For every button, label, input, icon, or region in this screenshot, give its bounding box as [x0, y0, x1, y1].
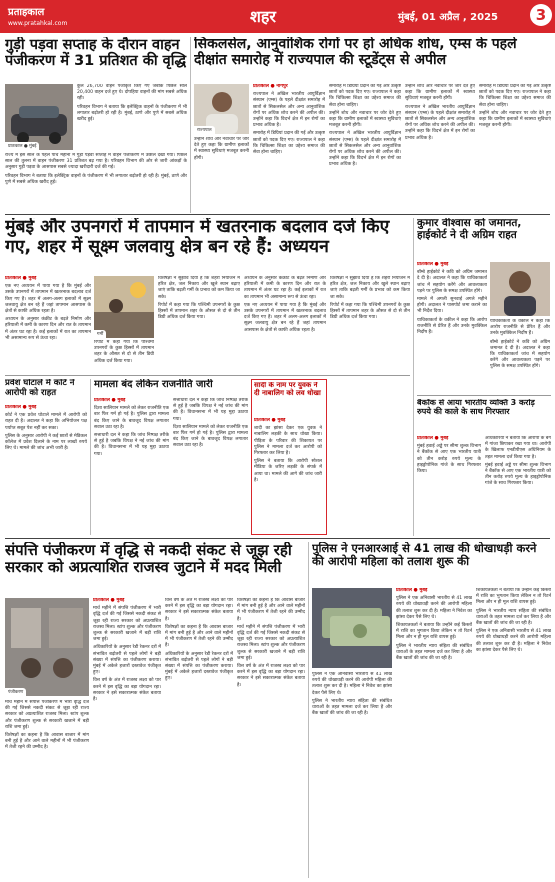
story7-headline-box — [94, 379, 248, 395]
story11-body-col3 — [165, 598, 233, 876]
story8-para: शादी का झांसा देकर एक युवक ने नाबालिग लड़की के साथ धोखा किया। पीड़िता के परिवार की शिकायत पर पुलिस ने मामला दर्ज कर आरोपी को गिरफ्तार कर लिया है। — [254, 426, 322, 457]
story11-body-col1 — [5, 700, 89, 876]
story10-headline-box — [417, 399, 551, 433]
page-number: 3 — [530, 4, 552, 26]
story1-para: कुल 26,700 वाहन पंजीकृत किए गए जबकि पिछले साल 20,400 वाहन दर्ज हुए थे। दोपहिया वाहनों की मांग सबसे अधिक रही। — [77, 84, 187, 102]
story10-body-col2 — [485, 436, 551, 534]
story6-body — [5, 405, 87, 533]
story2-para: समारोह में डिग्रियां प्रदान की गईं और उत्कृष्ट छात्रों को पदक दिए गए। राज्यपाल ने कहा कि चिकित्सा शिक्षा का उद्देश्य समाज की सेवा होना चाहिए। — [479, 84, 551, 108]
story11-headline-box — [5, 542, 305, 594]
story12-byline: प्रातःकाल ● मुंबई — [396, 588, 428, 593]
story6-headline-box — [5, 379, 87, 403]
story3-para: अध्ययन के अनुसार कंक्रीट के बढ़ते निर्माण और हरियाली में कमी के कारण दिन और रात के तापमान में अंतर घट रहा है। कई इलाकों में रात का तापमान भी असामान्य रूप से ऊंचा रहा। — [5, 317, 91, 341]
story5-headline-box — [417, 218, 551, 258]
story10-para: अधिकारियों ने बताया कि आरोपी के बैग में गांजा छिपाकर रखा गया था। आरोपी के खिलाफ एनडीपीएस अधिनियम के तहत मामला दर्ज किया गया है। — [485, 436, 551, 460]
story1-headline: गुड़ी पड़वा सप्ताह के दौरान वाहन पंजीकरण में 31 प्रतिशत की वृद्धि — [5, 37, 187, 70]
story1-para: राज्य में इस साल के पहले पांच महीनों में गुड़ी पड़वा सप्ताह में वाहन पंजीकरण में उछाल देखा गया। पिछले साल की तुलना में वाहन पंजीकरण 31 प्रतिशत बढ़ गया है। परिवहन विभाग की ओर से जारी आंकड़ों के अनुसार गुड़ी पड़वा के आसपास सबसे ज्यादा खरीदारी दर्ज की गई। — [5, 153, 187, 171]
story10-body-col1 — [417, 436, 481, 534]
story2-caption: राज्यपाल — [194, 126, 215, 134]
story11-para: मार्च महीने में संपत्ति पंजीकरण में भारी वृद्धि दर्ज की गई जिससे नकदी संकट से जूझ रही राज्य सरकार को अप्रत्याशित राजस्व मिला। स्टांप शुल्क और पंजीकरण शुल्क से सरकारी खजाने में बड़ी राशि जमा हुई। — [5, 700, 89, 730]
story5-para: याचिकाकर्ता के वकील ने कहा कि आरोप राजनीति से प्रेरित हैं और उनके मुवक्किल निर्दोष हैं। — [417, 317, 487, 336]
story3-headline-box — [5, 218, 410, 270]
story3-para: रिपोर्ट में कहा गया कि पश्चिमी उपनगरों के कुछ हिस्सों में तापमान शहर के औसत से दो से तीन डिग्री अधिक दर्ज किया गया। — [158, 302, 240, 321]
story2-body-col1 — [194, 137, 249, 211]
story1-photo — [5, 84, 73, 150]
story11-para: मार्च महीने में संपत्ति पंजीकरण में भारी वृद्धि दर्ज की गई जिससे नकदी संकट से जूझ रही राज्य सरकार को अप्रत्याशित राजस्व मिला। स्टांप शुल्क और पंजीकरण शुल्क से सरकारी खजाने में बड़ी राशि जमा हुई। — [237, 624, 305, 661]
story2-photo — [194, 84, 249, 134]
story7-para: सत्ताधारी दल ने कहा कि जांच निष्पक्ष तरीके से हुई है जबकि विपक्ष ने नई जांच की मांग की है। विधानसभा में भी यह मुद्दा उठाया गया। — [173, 398, 248, 422]
section-divider — [417, 395, 551, 396]
story3-caption: गर्मी — [94, 330, 106, 338]
website-url: www.pratahkal.com — [8, 20, 68, 27]
story11-body-col2 — [93, 598, 161, 876]
money-fraud-image — [312, 588, 392, 668]
story10-headline: बैंकॉक से आया भारतीय व्यक्ति 3 करोड़ रुपये की काले के साथ गिरफ्तार — [417, 399, 535, 416]
story1-para: परिवहन विभाग ने बताया कि इलेक्ट्रिक वाहनों के पंजीकरण में भी लगातार बढ़ोतरी हो रही है। मुंबई, ठाणे और पुणे में सबसे अधिक खरीद हुई। — [77, 104, 187, 123]
story3-body-col4 — [244, 276, 326, 372]
story1-body-col1 — [77, 84, 187, 150]
story5-para: बॉम्बे हाईकोर्ट ने कवि को अग्रिम जमानत दे दी है। अदालत ने कहा कि याचिकाकर्ता जांच में सहयोग करेंगे और आवश्यकता पड़ने पर पुलिस के समक्ष उपस्थित होंगे। — [417, 270, 487, 294]
column-divider — [90, 379, 91, 535]
story6-para: कोर्ट ने एक प्रवेश घोटाले मामले में आरोपी को राहत दी है। अदालत ने कहा कि अभियोजन पक्ष पर्याप्त सबूत पेश नहीं कर सका। — [5, 413, 87, 431]
story12-headline: पुलिस ने एनआरआई से 41 लाख की धोखाधड़ी करने की आरोपी महिला को तलाश शुरू की — [312, 542, 537, 568]
story2-byline: प्रातःकाल ● नागपुर — [253, 84, 288, 89]
story3-photo — [94, 276, 154, 338]
story2-para: राज्यपाल ने अखिल भारतीय आयुर्विज्ञान संस्थान (एम्स) के पहले दीक्षांत समारोह में छात्रों से सिकलसेल और अन्य आनुवांशिक रोगों पर अधिक शोध करने की अपील की। उन्होंने कहा कि विदर्भ क्षेत्र में इन रोगों का प्रभाव अधिक है। — [329, 131, 401, 168]
story7-para: दिशा सालियान मामले को लेकर राजनीति एक बार फिर गर्म हो गई है। पुलिस द्वारा मामला बंद किए जाने के बावजूद विपक्ष लगातार सवाल उठा रहा है। — [94, 406, 169, 430]
story11-para: अधिकारियों के अनुसार रेडी रेकनर दरों में संभावित बढ़ोतरी से पहले लोगों ने बड़ी संख्या में संपत्ति का पंजीकरण कराया। मुंबई में अकेले हजारों दस्तावेज पंजीकृत हुए। — [165, 651, 233, 682]
registration-office-image — [5, 598, 89, 696]
story3-para: रिपोर्ट में कहा गया कि पश्चिमी उपनगरों के कुछ हिस्सों में तापमान शहर के औसत से दो से तीन डिग्री अधिक दर्ज किया गया। — [330, 302, 410, 321]
story3-byline: प्रातःकाल ● मुंबई — [5, 276, 37, 281]
story12-photo — [312, 588, 392, 668]
section-divider — [5, 375, 410, 376]
story11-para: विशेषज्ञों का कहना है कि आवास बाजार में मांग बनी हुई है और आने वाले महीनों में भी पंजीकरण में तेजी रहने की उम्मीद है। — [237, 598, 305, 622]
story12-para: पुलिस ने भारतीय न्याय संहिता की संबंधित धाराओं के तहत मामला दर्ज कर लिया है और बैंक खातों की जांच की जा रही है। — [396, 643, 472, 662]
story3-body-col5 — [330, 276, 410, 372]
story11-para: मार्च महीने में संपत्ति पंजीकरण में भारी वृद्धि दर्ज की गई जिससे नकदी संकट से जूझ रही राज्य सरकार को अप्रत्याशित राजस्व मिला। स्टांप शुल्क और पंजीकरण शुल्क से सरकारी खजाने में बड़ी राशि जमा हुई। — [93, 606, 161, 643]
story11-para: वित्त वर्ष के अंत में राजस्व लक्ष्य को पार करने में इस वृद्धि का बड़ा योगदान रहा। सरकार ने इसे सकारात्मक संकेत बताया है। — [165, 598, 233, 622]
story2-para: समारोह में डिग्रियां प्रदान की गईं और उत्कृष्ट छात्रों को पदक दिए गए। राज्यपाल ने कहा कि चिकित्सा शिक्षा का उद्देश्य समाज की सेवा होना चाहिए। — [253, 131, 325, 156]
story11-photo — [5, 598, 89, 696]
column-divider — [308, 542, 309, 878]
story8-para: पुलिस ने बताया कि आरोपी सोशल मीडिया के जरिए लड़की के संपर्क में आया था। मामले की आगे की जांच जारी है। — [254, 459, 322, 483]
story12-body-col2 — [396, 588, 472, 876]
issue-date: मुंबई, 01 अप्रैल , 2025 — [398, 12, 498, 23]
story8-body — [254, 418, 322, 530]
column-divider — [413, 218, 414, 536]
story7-para: सत्ताधारी दल ने कहा कि जांच निष्पक्ष तरीके से हुई है जबकि विपक्ष ने नई जांच की मांग की है। विधानसभा में भी यह मुद्दा उठाया गया। — [94, 433, 169, 457]
story8-byline: प्रातःकाल ● मुंबई — [254, 418, 286, 423]
story2-para: उन्होंने शोध और नवाचार पर जोर देते हुए कहा कि ग्रामीण इलाकों में स्वास्थ्य सुविधाएं मजबूत करनी होंगी। — [405, 84, 475, 102]
story5-body-col2 — [490, 319, 550, 392]
story2-body-col2 — [253, 84, 325, 211]
story2-headline: सिकलसेल, आनुवांशिक रोगों पर हो अधिक शोध, एम्स के पहले दीक्षांत समारोह में राज्यपाल की स्टूडेंट्स से अपील — [194, 37, 517, 68]
story7-byline: प्रातःकाल ● मुंबई — [94, 398, 126, 403]
masthead — [0, 0, 555, 33]
story12-para: पुलिस ने एक अनिवासी भारतीय से 41 लाख रुपये की धोखाधड़ी करने की आरोपी महिला की तलाश शुरू कर दी है। महिला ने निवेश का झांसा देकर पैसे लिए थे। — [476, 629, 551, 653]
story11-para: अधिकारियों के अनुसार रेडी रेकनर दरों में संभावित बढ़ोतरी से पहले लोगों ने बड़ी संख्या में संपत्ति का पंजीकरण कराया। मुंबई में अकेले हजारों दस्तावेज पंजीकृत हुए। — [93, 645, 161, 676]
newspaper-logo: प्रताहकाल — [8, 7, 45, 18]
vehicle-image — [5, 84, 73, 150]
story3-headline: मुंबई और उपनगरों में तापमान में खतरनाक बदलाव दर्ज किए गए, शहर में सूक्ष्म जलवायु क्षेत्र बन रहे हैं: अध्ययन — [5, 218, 390, 257]
story10-para: मुंबई हवाई अड्डे पर सीमा शुल्क विभाग ने बैंकॉक से आए एक भारतीय यात्री को तीन करोड़ रुपये मूल्य के हाइड्रोपोनिक गांजे के साथ गिरफ्तार किया। — [417, 444, 481, 475]
story6-headline: प्रवेश घोटाले में कोर्ट ने आरोपी को राहत — [5, 379, 75, 398]
story8-headline-box — [254, 382, 322, 416]
story2-para: उन्होंने शोध और नवाचार पर जोर देते हुए कहा कि ग्रामीण इलाकों में स्वास्थ्य सुविधाएं मजबूत करनी होंगी। — [479, 110, 551, 129]
story2-para: राज्यपाल ने अखिल भारतीय आयुर्विज्ञान संस्थान (एम्स) के पहले दीक्षांत समारोह में छात्रों से सिकलसेल और अन्य आनुवांशिक रोगों पर अधिक शोध करने की अपील की। उन्होंने कहा कि विदर्भ क्षेत्र में इन रोगों का प्रभाव अधिक है। — [253, 92, 325, 129]
story11-caption: पंजीकरण — [5, 688, 26, 696]
story12-headline-box — [312, 542, 551, 584]
story12-para: पुलिस ने एक अनिवासी भारतीय से 41 लाख रुपये की धोखाधड़ी करने की आरोपी महिला की तलाश शुरू कर दी है। महिला ने निवेश का झांसा देकर पैसे लिए थे। — [396, 596, 472, 620]
story3-body-col3 — [158, 276, 240, 372]
person-portrait — [490, 262, 550, 316]
section-divider — [5, 538, 550, 539]
story3-para: एक नए अध्ययन में पाया गया है कि मुंबई और उसके उपनगरों में तापमान में खतरनाक बदलाव दर्ज किए गए हैं। शहर में अलग-अलग इलाकों में सूक्ष्म जलवायु क्षेत्र बन रहे हैं जहां तापमान आसपास के क्षेत्रों से काफी अधिक रहता है। — [244, 302, 326, 333]
story5-para: याचिकाकर्ता के वकील ने कहा कि आरोप राजनीति से प्रेरित हैं और उनके मुवक्किल निर्दोष हैं। — [490, 319, 550, 337]
story12-para: पुलिस ने भारतीय न्याय संहिता की संबंधित धाराओं के तहत मामला दर्ज कर लिया है और बैंक खातों की जांच की जा रही है। — [476, 608, 551, 627]
story12-para: पुलिस ने एक अनिवासी भारतीय से 41 लाख रुपये की धोखाधड़ी करने की आरोपी महिला की तलाश शुरू कर दी है। महिला ने निवेश का झांसा देकर पैसे लिए थे। — [312, 672, 392, 696]
story11-para: वित्त वर्ष के अंत में राजस्व लक्ष्य को पार करने में इस वृद्धि का बड़ा योगदान रहा। सरकार ने इसे सकारात्मक संकेत बताया है। — [237, 664, 305, 688]
story11-body-col4 — [237, 598, 305, 876]
story2-body-col4 — [405, 84, 475, 211]
story3-para: विशेषज्ञों ने सुझाव दिया है कि शहरी नियोजन में हरित क्षेत्र, जल निकाय और खुले स्थान बढ़ाए जाएं ताकि बढ़ती गर्मी के प्रभाव को कम किया जा सके। — [158, 276, 240, 300]
story2-para: समारोह में डिग्रियां प्रदान की गईं और उत्कृष्ट छात्रों को पदक दिए गए। राज्यपाल ने कहा कि चिकित्सा शिक्षा का उद्देश्य समाज की सेवा होना चाहिए। — [329, 84, 401, 108]
story5-headline: कुमार वीश्वास को जमानत, हाईकोर्ट ने दी अग्रिम राहत — [417, 218, 522, 241]
story6-byline: प्रातःकाल ● मुंबई — [5, 405, 37, 410]
story7-body-col2 — [173, 398, 248, 533]
story10-byline: प्रातःकाल ● मुंबई — [417, 436, 449, 441]
story5-photo — [490, 262, 550, 316]
story3-para: अध्ययन के अनुसार कंक्रीट के बढ़ते निर्माण और हरियाली में कमी के कारण दिन और रात के तापमान में अंतर घट रहा है। कई इलाकों में रात का तापमान भी असामान्य रूप से ऊंचा रहा। — [244, 276, 326, 300]
story10-para: मुंबई हवाई अड्डे पर सीमा शुल्क विभाग ने बैंकॉक से आए एक भारतीय यात्री को तीन करोड़ रुपये मूल्य के हाइड्रोपोनिक गांजे के साथ गिरफ्तार किया। — [485, 462, 551, 487]
section-divider — [5, 214, 550, 215]
story3-body-col2 — [94, 340, 154, 372]
story2-body-col5 — [479, 84, 551, 211]
story3-para: रिपोर्ट में कहा गया कि पश्चिमी उपनगरों के कुछ हिस्सों में तापमान शहर के औसत से दो से तीन डिग्री अधिक दर्ज किया गया। — [94, 340, 154, 364]
story11-para: वित्त वर्ष के अंत में राजस्व लक्ष्य को पार करने में इस वृद्धि का बड़ा योगदान रहा। सरकार ने इसे सकारात्मक संकेत बताया है। — [93, 678, 161, 703]
story12-para: पुलिस ने भारतीय न्याय संहिता की संबंधित धाराओं के तहत मामला दर्ज कर लिया है और बैंक खातों की जांच की जा रही है। — [312, 698, 392, 717]
story2-headline-box — [194, 37, 550, 79]
story5-body-col1 — [417, 262, 487, 392]
story3-para: एक नए अध्ययन में पाया गया है कि मुंबई और उसके उपनगरों में तापमान में खतरनाक बदलाव दर्ज किए गए हैं। शहर में अलग-अलग इलाकों में सूक्ष्म जलवायु क्षेत्र बन रहे हैं जहां तापमान आसपास के क्षेत्रों से काफी अधिक रहता है। — [5, 284, 91, 315]
story12-para: शिकायतकर्ता ने बताया कि उन्होंने कई किस्तों में राशि का भुगतान किया लेकिन न तो रिटर्न मिला और न ही मूल राशि वापस हुई। — [396, 623, 472, 641]
story7-headline: मामला बंद लेकिन राजनीति जारी — [94, 379, 213, 390]
story8-headline: सादी के नाम पर युवक ने दी नाबालिग को लव धोखा — [254, 382, 321, 397]
story11-headline: संपत्ति पंजीकरण में वृद्धि से नकदी संकट से जूझ रही सरकार को अप्रत्याशित राजस्व जुटाने में मदद मिली — [5, 542, 292, 576]
story2-body-col3 — [329, 84, 401, 211]
story3-body-col1 — [5, 276, 91, 372]
story6-para: पुलिस के अनुसार आरोपी ने कई छात्रों से मेडिकल कॉलेज में प्रवेश दिलाने के नाम पर लाखों रुपये लिए थे। मामले की जांच अभी जारी है। — [5, 433, 87, 452]
story11-byline: प्रातःकाल ● मुंबई — [93, 598, 125, 603]
story12-body-col3 — [476, 588, 551, 876]
story11-para: विशेषज्ञों का कहना है कि आवास बाजार में मांग बनी हुई है और आने वाले महीनों में भी पंजीकरण में तेजी रहने की उम्मीद है। — [165, 624, 233, 649]
story7-para: दिशा सालियान मामले को लेकर राजनीति एक बार फिर गर्म हो गई है। पुलिस द्वारा मामला बंद किए जाने के बावजूद विपक्ष लगातार सवाल उठा रहा है। — [173, 424, 248, 449]
story5-para: मामले में अगली सुनवाई अगले महीने होगी। अदालत ने पासपोर्ट जमा कराने का भी निर्देश दिया। — [417, 297, 487, 315]
story1-byline: प्रातःकाल ● मुंबई — [5, 142, 39, 150]
story1-body-col2 — [5, 153, 187, 211]
story11-para: विशेषज्ञों का कहना है कि आवास बाजार में मांग बनी हुई है और आने वाले महीनों में भी पंजीकरण में तेजी रहने की उम्मीद है। — [5, 733, 89, 751]
story2-para: उन्होंने शोध और नवाचार पर जोर देते हुए कहा कि ग्रामीण इलाकों में स्वास्थ्य सुविधाएं मजबूत करनी होंगी। — [194, 137, 249, 161]
section-title: शहर — [250, 7, 276, 26]
story2-para: उन्होंने शोध और नवाचार पर जोर देते हुए कहा कि ग्रामीण इलाकों में स्वास्थ्य सुविधाएं मजबूत करनी होंगी। — [329, 110, 401, 129]
story1-headline-box — [5, 37, 187, 79]
story2-para: राज्यपाल ने अखिल भारतीय आयुर्विज्ञान संस्थान (एम्स) के पहले दीक्षांत समारोह में छात्रों से सिकलसेल और अन्य आनुवांशिक रोगों पर अधिक शोध करने की अपील की। उन्होंने कहा कि विदर्भ क्षेत्र में इन रोगों का प्रभाव अधिक है। — [405, 104, 475, 141]
story7-body-col1 — [94, 398, 169, 533]
story5-byline: प्रातःकाल ● मुंबई — [417, 262, 449, 267]
story1-para: परिवहन विभाग ने बताया कि इलेक्ट्रिक वाहनों के पंजीकरण में भी लगातार बढ़ोतरी हो रही है। मुंबई, ठाणे और पुणे में सबसे अधिक खरीद हुई। — [5, 173, 187, 185]
heat-scene-image — [94, 276, 154, 338]
story12-body-col1 — [312, 672, 392, 876]
story5-para: बॉम्बे हाईकोर्ट ने कवि को अग्रिम जमानत दे दी है। अदालत ने कहा कि याचिकाकर्ता जांच में सहयोग करेंगे और आवश्यकता पड़ने पर पुलिस के समक्ष उपस्थित होंगे। — [490, 339, 550, 370]
story12-para: शिकायतकर्ता ने बताया कि उन्होंने कई किस्तों में राशि का भुगतान किया लेकिन न तो रिटर्न मिला और न ही मूल राशि वापस हुई। — [476, 588, 551, 606]
column-divider — [190, 37, 191, 213]
story3-para: विशेषज्ञों ने सुझाव दिया है कि शहरी नियोजन में हरित क्षेत्र, जल निकाय और खुले स्थान बढ़ाए जाएं ताकि बढ़ती गर्मी के प्रभाव को कम किया जा सके। — [330, 276, 410, 300]
